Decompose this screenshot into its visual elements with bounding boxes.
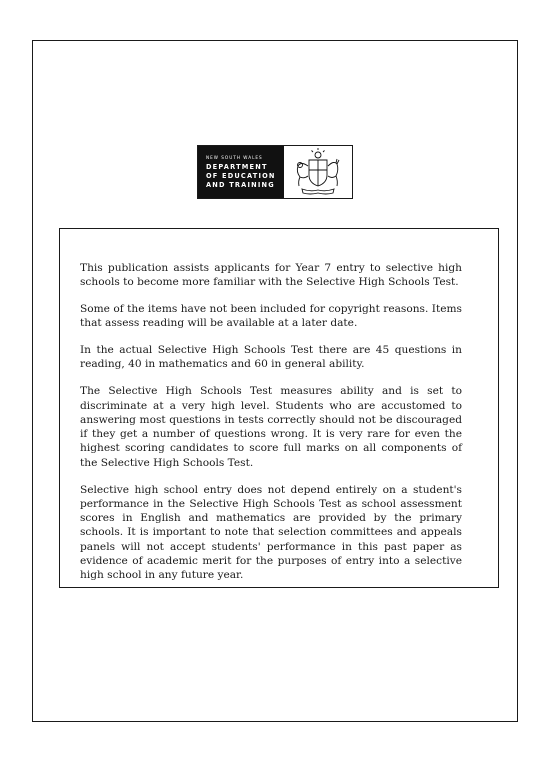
paragraph-intro: This publication assists applicants for Year 7 entry to selective high schools to become more familiar with the Selective High Schools Test. xyxy=(80,262,462,289)
logo-line-3: AND TRAINING xyxy=(206,181,275,189)
paragraph-copyright: Some of the items have not been included for copyright reasons. Items that assess reading will be available at a later date. xyxy=(80,303,462,330)
information-text xyxy=(80,261,462,595)
paragraph-test-ability: The Selective High Schools Test measures ability and is set to discriminate at a very high level. Students who are accustomed to answering most questions in tests correctly should not be discouraged if they get a number of questions wrong. It is very rare for even the highest scoring candidates to score full marks on all components of the Selective High Schools Test. xyxy=(80,385,462,469)
paragraph-question-counts: In the actual Selective High Schools Test there are 45 questions in reading, 40 in mathematics and 60 in general ability. xyxy=(80,344,462,371)
logo-wordmark xyxy=(198,146,284,198)
logo-line-1: DEPARTMENT xyxy=(206,163,268,171)
logo-line-2: OF EDUCATION xyxy=(206,172,276,180)
paragraph-entry-criteria: Selective high school entry does not depend entirely on a student's performance in the Selective High Schools Test as school assessment scores in English and mathematics are provided by the primary schools. It is important to note that selection committees and appeals panels will not accept students' performance in this past paper as evidence of academic merit for the purposes of entry into a selective high school in any future year. xyxy=(80,483,462,582)
department-logo xyxy=(197,145,353,199)
coat-of-arms-icon xyxy=(284,146,352,198)
logo-state-name: NEW SOUTH WALES xyxy=(206,155,263,160)
